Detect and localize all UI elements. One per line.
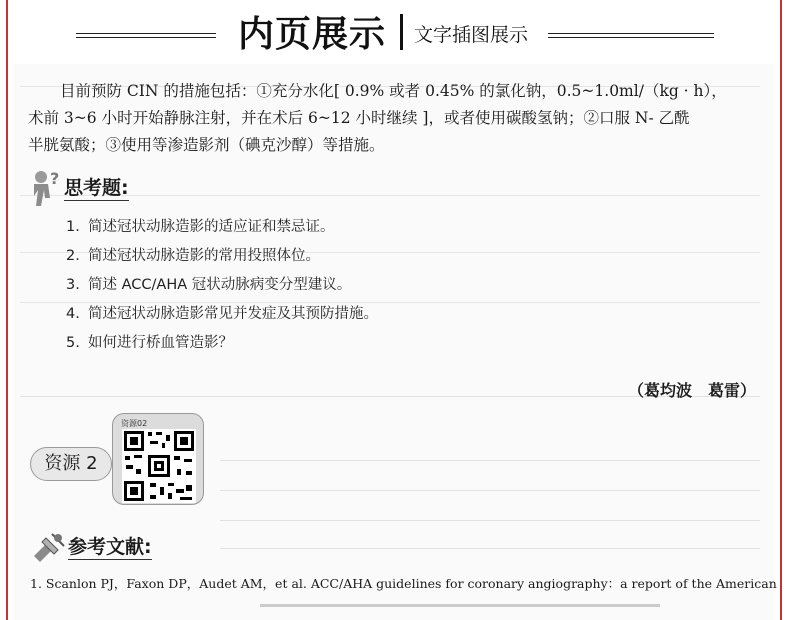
satellite-icon (30, 530, 68, 564)
qr-caption: 资源02 (121, 419, 148, 428)
banner-subtitle: 文字插图展示 (414, 24, 529, 46)
thinking-heading (28, 168, 129, 208)
references-heading-label: 参考文献: (68, 535, 152, 558)
banner-title: 内页展示 (238, 14, 387, 55)
list-item (66, 274, 378, 303)
question-text: 简述 ACC/AHA 冠状动脉病变分型建议。 (88, 277, 352, 293)
intro-line-1: 目前预防 CIN 的措施包括：①充分水化[ 0.9% 或者 0.45% 的氯化钠，0.5~1.0ml/（kg · h）， (60, 82, 727, 100)
banner-line-left-2 (76, 37, 216, 38)
question-number: 1. (66, 219, 80, 235)
svg-text:?: ? (50, 169, 60, 188)
list-item (66, 332, 378, 361)
question-text: 简述冠状动脉造影常见并发症及其预防措施。 (88, 306, 378, 322)
question-number: 3. (66, 277, 80, 293)
question-text: 简述冠状动脉造影的常用投照体位。 (88, 248, 320, 264)
list-item (66, 303, 378, 332)
intro-paragraph (28, 78, 760, 159)
question-text: 如何进行桥血管造影？ (88, 335, 233, 351)
references-heading (30, 530, 152, 564)
qr-code-icon[interactable] (122, 429, 196, 503)
banner-line-right (548, 33, 714, 34)
banner (0, 0, 790, 62)
banner-divider (400, 14, 403, 50)
list-item (66, 216, 378, 245)
reference-item: 1. Scanlon PJ，Faxon DP，Audet AM，et al. ACC/AHA guidelines for coronary angiography：a report of the American (30, 576, 777, 591)
intro-line-3: 半胱氨酸；③使用等渗造影剂（碘克沙醇）等措施。 (28, 136, 385, 154)
question-list (66, 216, 378, 361)
list-item (66, 245, 378, 274)
thinking-heading-label: 思考题: (64, 176, 129, 199)
question-number: 2. (66, 248, 80, 264)
banner-line-right-2 (548, 37, 714, 38)
qr-card[interactable] (112, 413, 204, 505)
question-text: 简述冠状动脉造影的适应证和禁忌证。 (88, 219, 335, 235)
resource-badge[interactable]: 资源 2 (30, 447, 112, 481)
banner-line-left (76, 33, 216, 34)
cutoff-text-line (260, 604, 660, 607)
question-number: 5. (66, 335, 80, 351)
thinking-person-icon (28, 168, 64, 208)
question-number: 4. (66, 306, 80, 322)
intro-line-2: 术前 3~6 小时开始静脉注射，并在术后 6~12 小时继续 ]，或者使用碳酸氢钠；②口服 N- 乙酰 (28, 109, 690, 127)
authors: （葛均波 葛雷） (627, 381, 756, 400)
